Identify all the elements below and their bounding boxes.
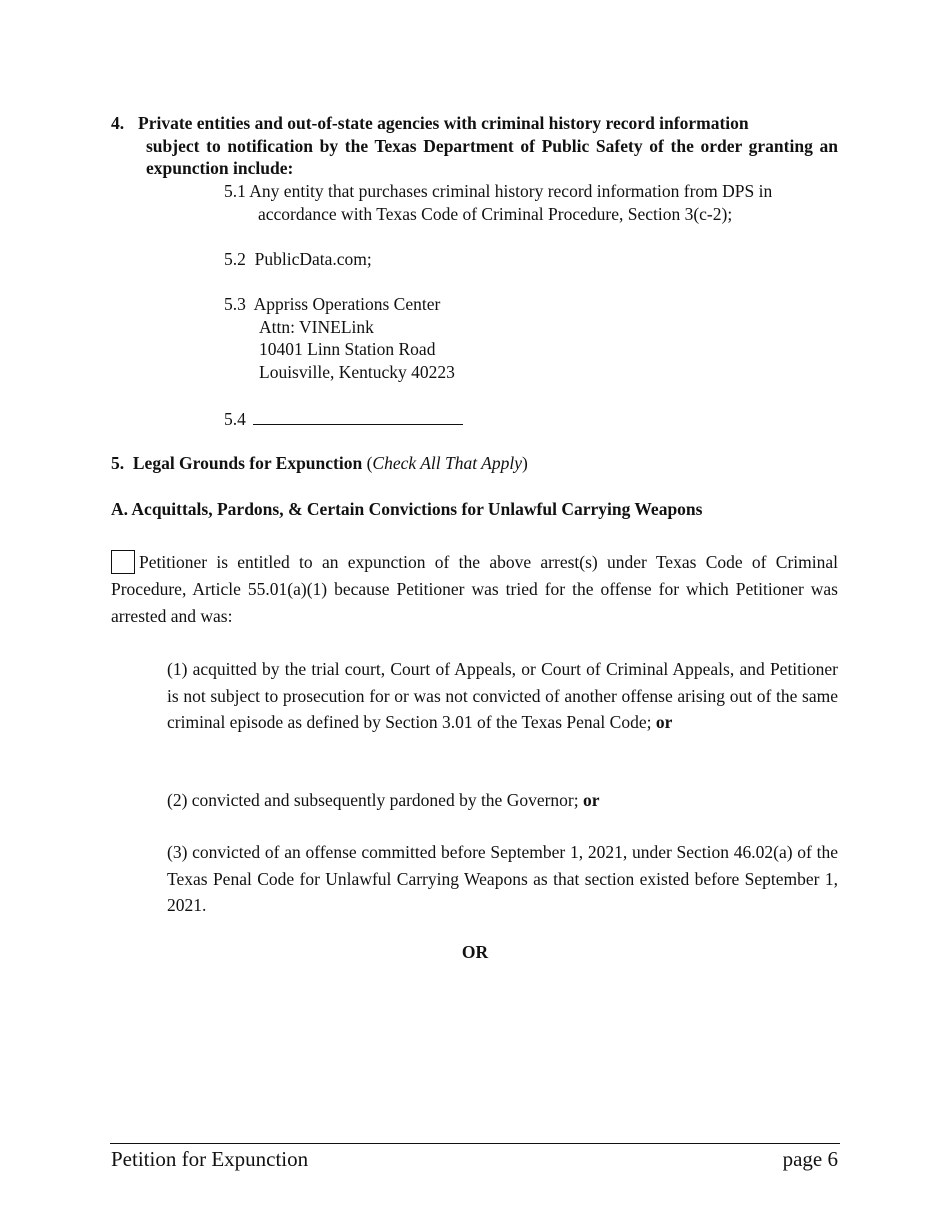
section-5-instruction-open: (	[366, 453, 373, 473]
ground-item-3-text: (3) convicted of an offense committed before September 1, 2021, under Section 46.02(a) of the Texas Penal Code for Unlawful Carrying Weapons as that section existed before September 1, 2021.	[167, 842, 838, 915]
item-5-2	[224, 248, 372, 271]
item-5-4	[224, 406, 463, 431]
ground-item-2	[167, 787, 838, 814]
item-5-3-number: 5.3	[224, 294, 246, 314]
ground-item-1-text: (1) acquitted by the trial court, Court of Appeals, or Court of Criminal Appeals, and Petitioner is not subject to prosecution for or was not convicted of another offense arising out of the same criminal episode as defined by Section 3.01 of the Texas Penal Code;	[167, 659, 838, 732]
ground-item-2-or: or	[583, 790, 600, 810]
footer-page-number: page 6	[782, 1147, 838, 1171]
or-divider: OR	[461, 942, 489, 962]
section-4-heading-continuation: subject to notification by the Texas Department of Public Safety of the order granting an expunction include:	[146, 135, 838, 178]
item-5-4-blank-field[interactable]	[253, 406, 463, 425]
ground-item-3	[167, 839, 838, 919]
item-5-4-number: 5.4	[224, 409, 246, 429]
section-4-heading-line1: Private entities and out-of-state agencies with criminal history record information	[138, 113, 749, 133]
section-a-heading: A. Acquittals, Pardons, & Certain Convictions for Unlawful Carrying Weapons	[111, 499, 703, 519]
address-line-3: 10401 Linn Station Road	[259, 339, 436, 359]
section-5-heading: Legal Grounds for Expunction	[132, 453, 363, 473]
footer-title: Petition for Expunction	[111, 1147, 309, 1171]
item-5-1-line2: accordance with Texas Code of Criminal Procedure, Section 3(c-2);	[258, 203, 733, 224]
ground-item-1	[167, 656, 838, 736]
ground-item-1-or: or	[655, 712, 673, 732]
address-line-4: Louisville, Kentucky 40223	[259, 361, 455, 382]
item-5-1	[224, 180, 838, 225]
section-a-paragraph: Petitioner is entitled to an expunction of the above arrest(s) under Texas Code of Criminal Procedure, Article 55.01(a)(1) because Petitioner was tried for the offense for which Petitioner was arrested and was:	[111, 552, 838, 626]
item-5-1-number: 5.1	[224, 181, 246, 201]
section-5-instruction-close: )	[521, 453, 528, 473]
address-line-2: Attn: VINELink	[259, 316, 374, 337]
ground-item-2-text: (2) convicted and subsequently pardoned by the Governor;	[167, 790, 579, 810]
item-5-3	[224, 293, 455, 383]
section-4-number: 4.	[111, 113, 125, 133]
section-5-number: 5.	[111, 453, 125, 473]
section-a-paragraph-block	[111, 549, 838, 630]
section-5-instruction: Check All That Apply	[372, 453, 522, 473]
address-line-1: Appriss Operations Center	[253, 294, 441, 314]
section-4	[111, 112, 838, 180]
item-5-2-text: PublicData.com;	[254, 249, 372, 269]
item-5-1-line1: Any entity that purchases criminal history record information from DPS in	[249, 181, 773, 201]
section-5	[111, 452, 528, 475]
item-5-2-number: 5.2	[224, 249, 246, 269]
section-a-checkbox[interactable]	[111, 550, 135, 574]
footer-rule	[110, 1143, 840, 1144]
